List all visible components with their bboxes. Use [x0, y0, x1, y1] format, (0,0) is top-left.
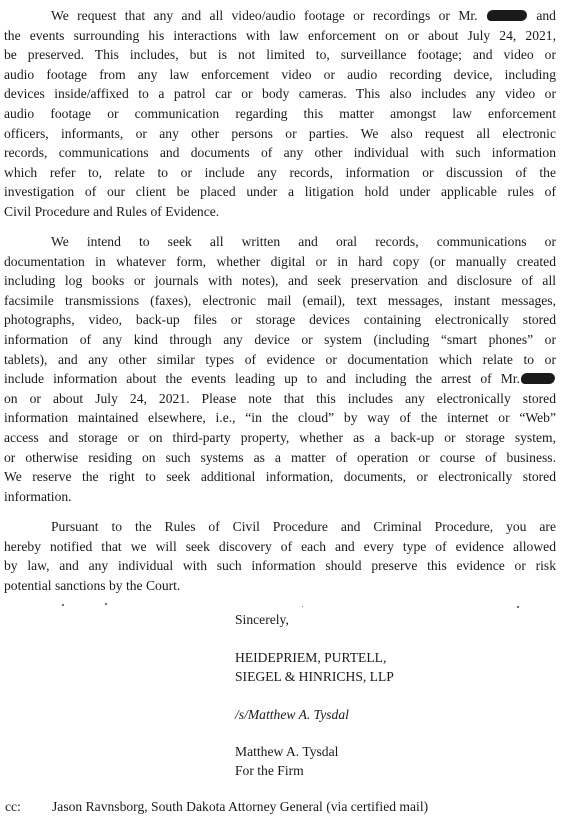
- text-line: hereby notified that we will seek discovery of each and every type of evidence allowed: [4, 538, 556, 554]
- cc-recipient: Jason Ravnsborg, South Dakota Attorney General (via certified mail): [52, 799, 429, 814]
- text-line: tablets), and any other similar types of evidence or documentation which relate to or: [4, 351, 556, 367]
- signer-name: Matthew A. Tysdal: [235, 744, 339, 759]
- scan-speck: [517, 606, 519, 608]
- text-line: audio footage from any law enforcement video or audio recording device, including: [4, 66, 556, 82]
- text-line: include information about the events leading up to and including the arrest of Mr.: [4, 369, 556, 389]
- paragraph-discovery-notice: [4, 517, 556, 595]
- text-line: facsimile transmissions (faxes), electronic mail (email), text messages, instant messages,: [4, 292, 556, 308]
- text-line: potential sanctions by the Court.: [4, 577, 181, 593]
- text-line: We intend to seek all written and oral records, communications or: [51, 234, 556, 249]
- redaction-mark: [487, 10, 527, 21]
- electronic-signature: /s/Matthew A. Tysdal: [235, 707, 349, 722]
- firm-name-line1: HEIDEPRIEM, PURTELL,: [235, 650, 387, 665]
- paragraph-preservation-request: [4, 6, 556, 222]
- signer-role: For the Firm: [235, 763, 304, 778]
- text-line: Pursuant to the Rules of Civil Procedure and Criminal Procedure, you are: [51, 519, 556, 534]
- cc-line: [5, 797, 428, 817]
- text-line: We reserve the right to seek additional information, documents, or electronically stored: [4, 469, 556, 485]
- text-line: audio footage or communication regarding this matter amongst law enforcement: [4, 105, 556, 121]
- text-line: information maintained elsewhere, i.e., “in the cloud” by way of the internet or “Web”: [4, 410, 556, 426]
- text-line: or otherwise residing on such systems as a matter of operation or course of business.: [4, 449, 556, 465]
- text-line: officers, informants, or any other persons or parties. We also request all electronic: [4, 125, 556, 141]
- cc-label: cc:: [5, 799, 21, 814]
- scan-speck: [105, 603, 107, 605]
- text-line: information of any kind through any device or system (including “smart phones” or: [4, 331, 556, 347]
- text-line: be preserved. This includes, but is not limited to, surveillance footage; and video or: [4, 47, 556, 63]
- redaction-mark: [521, 373, 555, 384]
- firm-name-line2: SIEGEL & HINRICHS, LLP: [235, 669, 394, 684]
- text-line: access and storage or on third-party property, whether as a back-up or storage system,: [4, 429, 556, 445]
- text-line: documentation in whatever form, whether digital or in hard copy (or manually created: [4, 253, 556, 269]
- text-line: photographs, video, back-up files or storage devices containing electronically stored: [4, 312, 556, 328]
- text-line: investigation of our client be placed under a litigation hold under applicable rules of: [4, 184, 556, 200]
- text-line: by law, and any individual with such information should preserve this evidence or risk: [4, 558, 556, 574]
- scan-speck: [302, 606, 303, 607]
- paragraph-records-request: [4, 232, 556, 506]
- text-line: devices inside/affixed to a patrol car or body cameras. This also includes any video or: [4, 86, 556, 102]
- text-line: records, communications and documents of any other individual with such information: [4, 145, 556, 161]
- text-line: which refer to, relate to or include any records, information or discussion of the: [4, 164, 556, 180]
- scan-speck: [62, 604, 64, 606]
- text-line: the events surrounding his interactions with law enforcement on or about July 24, 2021,: [4, 27, 556, 43]
- text-line: information.: [4, 488, 72, 504]
- closing-salutation: Sincerely,: [235, 612, 289, 627]
- text-line: including log books or journals with notes), and seek preservation and disclosure of all: [4, 273, 556, 289]
- text-line: Civil Procedure and Rules of Evidence.: [4, 203, 220, 219]
- text-line: on or about July 24, 2021. Please note that this includes any electronically stored: [4, 390, 556, 406]
- text-line: We request that any and all video/audio footage or recordings or Mr. and: [51, 8, 556, 23]
